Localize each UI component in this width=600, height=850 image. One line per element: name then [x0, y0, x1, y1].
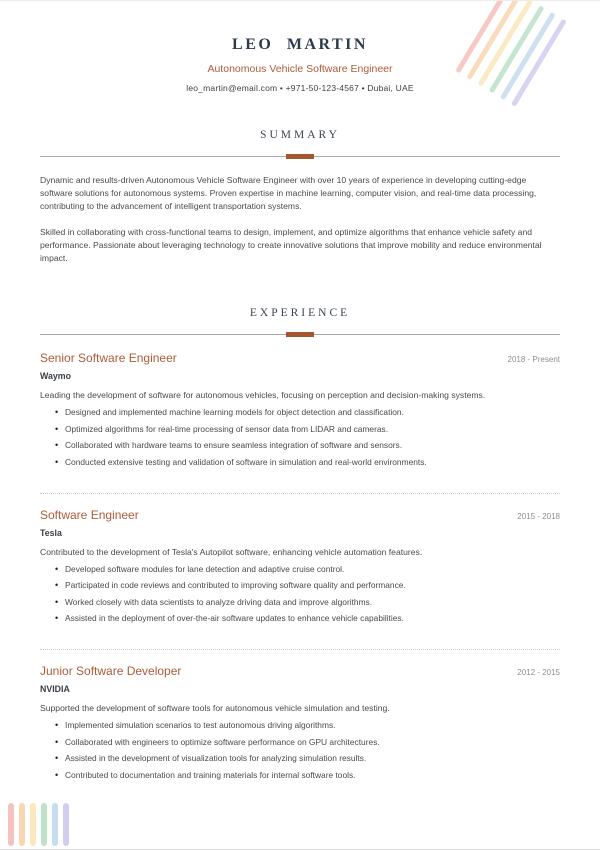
bullet-item: • Conducted extensive testing and validation of software in simulation and real-world environments. [40, 456, 560, 469]
job-bullets [40, 719, 560, 782]
stripe [52, 803, 58, 846]
job-entry [40, 351, 560, 469]
job-title: Junior Software Developer [40, 664, 182, 678]
bullet-item: • Participated in code reviews and contributed to improving software quality and performance. [40, 579, 560, 592]
bullet-item: • Optimized algorithms for real-time processing of sensor data from LIDAR and cameras. [40, 423, 560, 436]
job-title: Senior Software Engineer [40, 351, 177, 365]
rule-accent-bar [286, 332, 314, 337]
job-header [40, 664, 560, 679]
job-dates: 2015 - 2018 [517, 511, 560, 521]
stripe [19, 803, 25, 846]
bullet-item: • Contributed to documentation and training materials for internal software tools. [40, 769, 560, 782]
bullet-item: • Collaborated with hardware teams to ensure seamless integration of software and sensors. [40, 439, 560, 452]
rule-accent-bar [286, 154, 314, 159]
stripe [30, 803, 36, 846]
job-bullets [40, 563, 560, 626]
job-dates: 2018 - Present [507, 355, 560, 364]
company-name: NVIDIA [40, 684, 70, 694]
bullet-item: • Assisted in the development of visualization tools for analyzing simulation results. [40, 752, 560, 765]
job-entry [40, 664, 560, 782]
job-title: Software Engineer [40, 507, 139, 522]
bullet-item: • Collaborated with engineers to optimize software performance on GPU architectures. [40, 736, 560, 749]
candidate-name: LEO MARTIN [232, 36, 368, 53]
job-header [40, 351, 560, 366]
contact-line: leo_martin@email.com • +971-50-123-4567 • Dubai, UAE [186, 83, 414, 93]
resume-content [0, 1, 600, 782]
bullet-item: • Designed and implemented machine learning models for object detection and classification. [40, 406, 560, 419]
job-entry [40, 508, 560, 626]
dotted-divider [40, 493, 560, 494]
job-lead: Supported the development of software tools for autonomous vehicle simulation and testing. [40, 703, 390, 713]
job-lead: Leading the development of software for autonomous vehicles, focusing on perception and decision-making systems. [40, 390, 486, 400]
bottom-left-stripes-decoration [8, 803, 69, 846]
summary-paragraph: Skilled in collaborating with cross-functional teams to design, implement, and optimize algorithms that enhance vehicle safety and performance. Passionate about leveraging technology to create innovative solutions that improve mobility and reduce environmental impact. [40, 227, 542, 263]
summary-rule [40, 154, 560, 159]
resume-header [40, 1, 560, 94]
experience-heading: EXPERIENCE [249, 307, 351, 319]
stripe [63, 803, 69, 846]
section-summary [40, 128, 560, 265]
section-experience [40, 306, 560, 782]
summary-paragraph: Dynamic and results-driven Autonomous Vehicle Software Engineer with over 10 years of experience in developing cutting-edge software solutions for autonomous systems. Proven expertise in machine learning, computer vision, and real-time data processing, contributing to the advancement of intelligent transportation systems. [40, 175, 537, 211]
job-lead: Contributed to the development of Tesla's Autopilot software, enhancing vehicle automation features. [40, 546, 423, 557]
job-bullets [40, 406, 560, 469]
company-name: Tesla [40, 527, 62, 538]
bullet-item: • Implemented simulation scenarios to test autonomous driving algorithms. [40, 719, 560, 732]
job-dates: 2012 - 2015 [517, 668, 560, 677]
dotted-divider [40, 649, 560, 650]
summary-body [40, 174, 560, 265]
bullet-item: • Developed software modules for lane detection and adaptive cruise control. [40, 563, 560, 576]
summary-heading: SUMMARY [260, 129, 340, 141]
candidate-title: Autonomous Vehicle Software Engineer [207, 63, 393, 75]
stripe [41, 803, 47, 846]
bullet-item: • Worked closely with data scientists to analyze driving data and improve algorithms. [40, 596, 560, 609]
stripe [8, 803, 14, 846]
bullet-item: • Assisted in the deployment of over-the-air software updates to enhance vehicle capabilities. [40, 612, 560, 625]
experience-rule [40, 332, 560, 337]
company-name: Waymo [40, 371, 71, 381]
job-header [40, 508, 560, 523]
